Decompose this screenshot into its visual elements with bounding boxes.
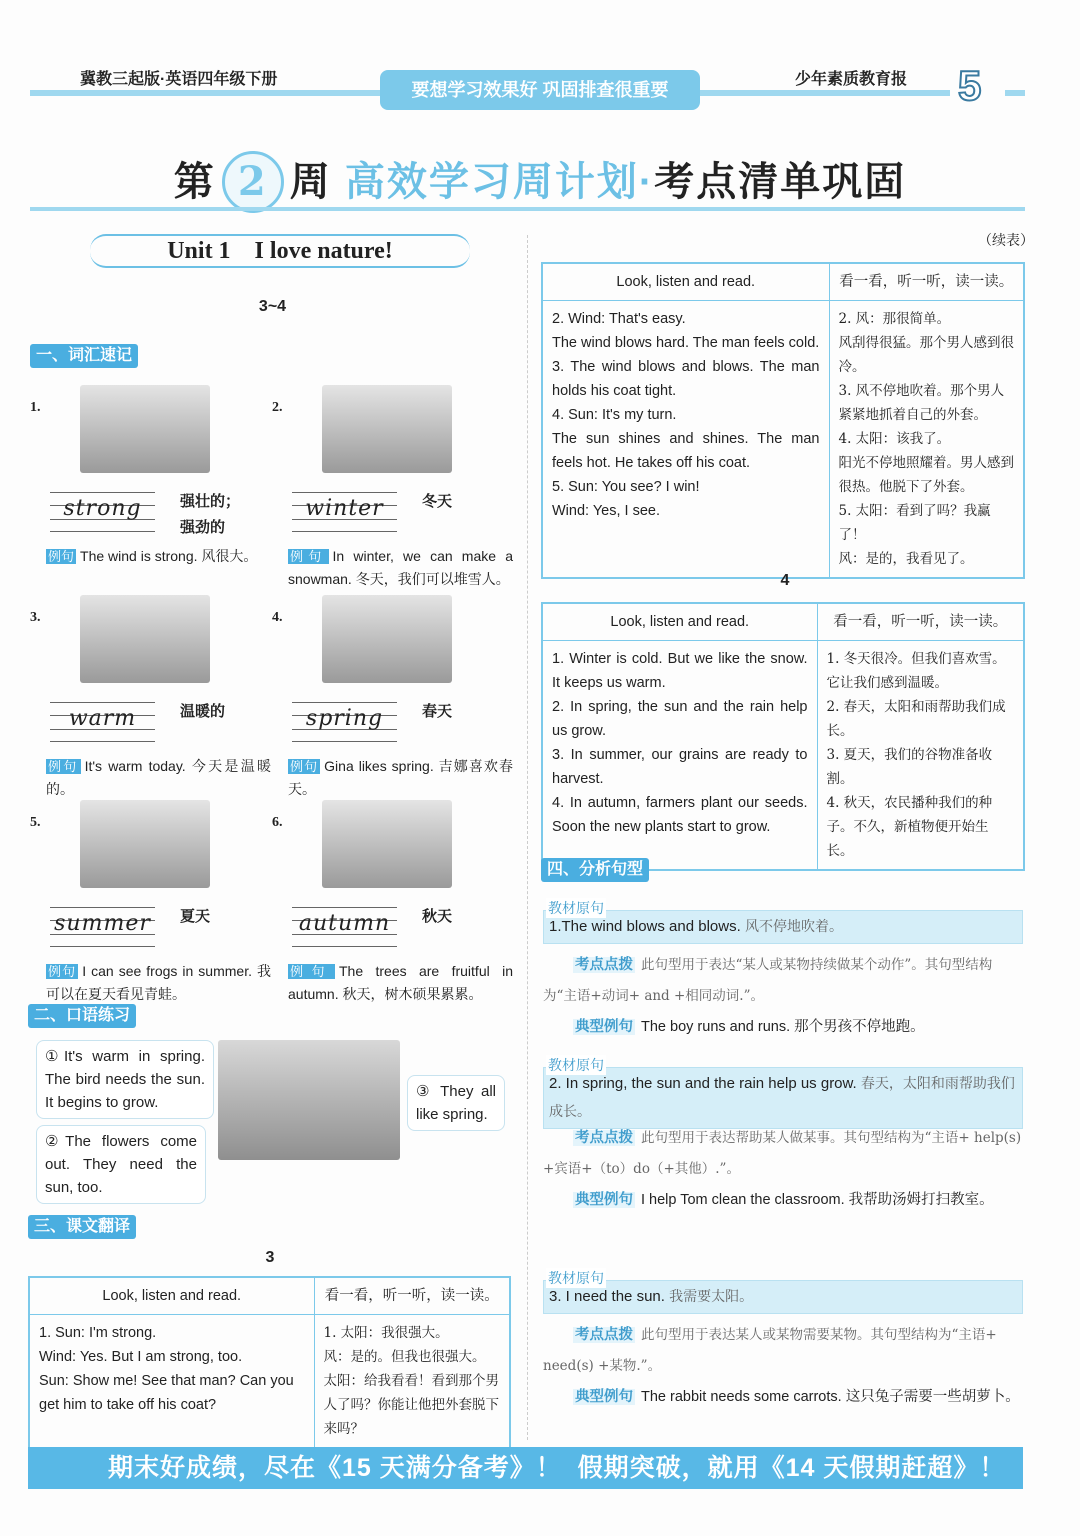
vocab-meaning: 强壮的； 强劲的 [180,492,241,536]
newspaper-name: 少年素质教育报 [795,71,908,88]
key-point-note [543,1320,1023,1382]
header-rule-end [1005,90,1025,96]
vocab-illustration [322,595,452,683]
vocab-illustration [322,800,452,888]
continued-label: （续表） [978,232,1034,248]
vocab-meaning: 温暖的 [180,702,226,720]
original-sentence-label: 教材原句 [548,900,604,916]
typical-example [543,1012,1023,1043]
week-badge: 2 [222,151,284,213]
vocab-meaning: 秋天 [422,907,453,925]
lesson-3-label: 3 [265,1249,275,1266]
original-sentence-label: 教材原句 [548,1057,604,1073]
vocab-illustration [80,595,210,683]
original-cn: 我需要太阳。 [669,1289,754,1305]
vocab-meaning: 冬天 [422,492,453,510]
typical-example-text: The boy runs and runs. 那个男孩不停地跑。 [641,1019,925,1035]
key-point-tag: 考点点拨 [575,1130,633,1146]
original-sentence-label: 教材原句 [548,1270,604,1286]
text-cn: 2. 风：那很简单。 风刮得很猛。那个男人感到很冷。 3. 风不停地吹着。那个男人紧紧地抓着自己的外套。 4. 太阳：该我了。 阳光不停地照耀着。男人感到很热。他脱下了外套。 5. 太阳：看到了吗？我赢了！ 风：是的，我看见了。 [829,301,1024,579]
vocab-number: 4. [272,610,283,625]
section-vocab: 一、词汇速记 [30,344,138,368]
vocab-number: 6. [272,815,283,830]
vocab-word: autumn [298,911,391,936]
lesson-4-table [541,602,1025,871]
title-black: 考点清单巩固 [654,160,907,204]
example-text: It's warm today. 今天是温暖的。 [46,758,271,797]
key-point-text: 此句型用于表达某人或某物需要某物。其句型结构为“主语+ need(s) +某物.”。 [543,1327,997,1374]
key-point-text: 此句型用于表达“某人或某物持续做某个动作”。其句型结构为“主语+动词+ and +相同动词.”。 [543,957,993,1004]
speech-bubble-1: ①It's warm in spring. The bird needs the sun. It begins to grow. [36,1040,214,1119]
vocab-example [288,755,513,801]
text-cn: 1. 冬天很冷。但我们喜欢雪。它让我们感到温暖。 2. 春天，太阳和雨帮助我们成长。 3. 夏天，我们的谷物准备收割。 4. 秋天，农民播种我们的种子。不久，新植物便开始生长。 [817,641,1024,871]
example-text: The wind is strong. 风很大。 [80,548,258,564]
text-en: 2. Wind: That's easy. The wind blows hard. The man feels cold. 3. The wind blows and blows. The man holds his coat tight. 4. Sun: It's my turn. The sun shines and shines. The man feels hot. He takes off his coat. 5. Sun: You see? I win! Wind: Yes, I see. [542,301,829,579]
vocab-meaning: 春天 [422,702,453,720]
page-number: 5 [958,62,982,109]
header-en: Look, listen and read. [542,603,817,641]
vocab-number: 5. [30,815,41,830]
example-tag: 例句 [48,964,77,979]
typical-example-tag: 典型例句 [575,1389,633,1405]
example-tag: 例句 [48,759,79,774]
original-cn: 风不停地吹着。 [744,919,843,935]
vocab-word: spring [305,706,384,731]
lesson-3-table [28,1276,511,1449]
key-point-note [543,950,1023,1012]
section-translation: 三、课文翻译 [28,1215,136,1239]
original-sentence [543,1067,1023,1129]
vocab-example [46,545,271,568]
text-en: 1. Winter is cold. But we like the snow. It keeps us warm. 2. In spring, the sun and the rain help us grow. 3. In summer, our grains are ready to harvest. 4. In autumn, farmers plant our seeds. Soon the new plants start to grow. [542,641,817,871]
section-sentence-analysis: 四、分析句型 [541,858,649,882]
key-point-text: 此句型用于表达帮助某人做某事。其句型结构为“主语+ help(s) +宾语+（to）do（+其他）.”。 [543,1130,1022,1177]
vocab-example [288,960,513,1006]
key-point-tag: 考点点拨 [575,957,633,973]
section-speaking: 二、口语练习 [28,1004,136,1028]
text-cn: 1. 太阳：我很强大。 风：是的。但我也很强大。 太阳：给我看看！看到那个男人了吗？你能让他把外套脱下来吗？ [314,1315,510,1449]
example-tag: 例句 [48,549,75,564]
original-en: 3. I need the sun. [549,1288,665,1305]
edition-label: 冀教三起版·英语四年级下册 [80,71,278,88]
vocab-word: warm [68,706,137,731]
vocab-number: 3. [30,610,41,625]
typical-example-tag: 典型例句 [575,1019,633,1035]
original-cn: 春天，太阳和雨帮助我们成长。 [549,1076,1015,1120]
page-title [0,150,1080,213]
typical-example-text: I help Tom clean the classroom. 我帮助汤姆打扫教室。 [641,1192,994,1208]
title-suffix: 周 [289,160,332,204]
vocab-example [46,960,271,1006]
header-en: Look, listen and read. [29,1277,314,1315]
original-en: 1.The wind blows and blows. [549,918,741,935]
original-sentence [543,910,1023,944]
example-text: In winter, we can make a snowman. 冬天，我们可以堆雪人。 [288,548,513,587]
typical-example [543,1382,1023,1413]
typical-example-text: The rabbit needs some carrots. 这只兔子需要一些胡萝卜。 [641,1389,1020,1405]
example-text: Gina likes spring. 吉娜喜欢春天。 [288,758,513,797]
lesson-range: 3~4 [258,298,287,315]
original-sentence [543,1280,1023,1314]
spring-illustration [218,1040,400,1160]
lesson-4-label: 4 [780,572,790,589]
vocab-word: winter [305,496,384,521]
example-tag: 例句 [290,964,333,979]
example-text: The trees are fruitful in autumn. 秋天，树木硕果累累。 [288,963,513,1002]
example-text: I can see frogs in summer. 我可以在夏天看见青蛙。 [46,963,271,1002]
speech-bubble-2: ②The flowers come out. They need the sun, too. [36,1125,206,1204]
title-rule [30,207,1025,211]
typical-example-tag: 典型例句 [575,1192,633,1208]
example-tag: 例句 [290,549,327,564]
header-en: Look, listen and read. [542,263,829,301]
column-divider [527,235,528,1440]
vocab-number: 2. [272,400,283,415]
lesson-3-table-continued [541,262,1025,579]
vocab-example [46,755,271,801]
example-tag: 例句 [290,759,319,774]
header-cn: 看一看，听一听，读一读。 [829,263,1024,301]
vocab-illustration [80,385,210,473]
header-cn: 看一看，听一听，读一读。 [314,1277,510,1315]
vocab-meaning: 夏天 [180,907,211,925]
title-prefix: 第 [173,160,216,204]
vocab-word: strong [63,496,142,521]
typical-example [543,1185,1023,1216]
unit-title: Unit 1 I love nature! [90,234,470,268]
vocab-illustration [80,800,210,888]
key-point-note [543,1123,1023,1185]
bottom-ad-banner: 期末好成绩，尽在《15 天满分备考》！ 假期突破，就用《14 天假期赶超》！ [28,1447,1023,1489]
speech-bubble-3: ③ They all like spring. [407,1075,505,1131]
original-en: 2. In spring, the sun and the rain help us grow. [549,1075,857,1092]
vocab-example [288,545,513,591]
vocab-number: 1. [30,400,41,415]
vocab-word: summer [54,911,151,936]
slogan-banner: 要想学习效果好 巩固排查很重要 [380,70,700,110]
vocab-illustration [322,385,452,473]
key-point-tag: 考点点拨 [575,1327,633,1343]
header-cn: 看一看，听一听，读一读。 [817,603,1024,641]
text-en: 1. Sun: I'm strong. Wind: Yes. But I am strong, too. Sun: Show me! See that man? Can you get him to take off his coat? [29,1315,314,1449]
title-blue: 高效学习周计划· [344,160,655,204]
